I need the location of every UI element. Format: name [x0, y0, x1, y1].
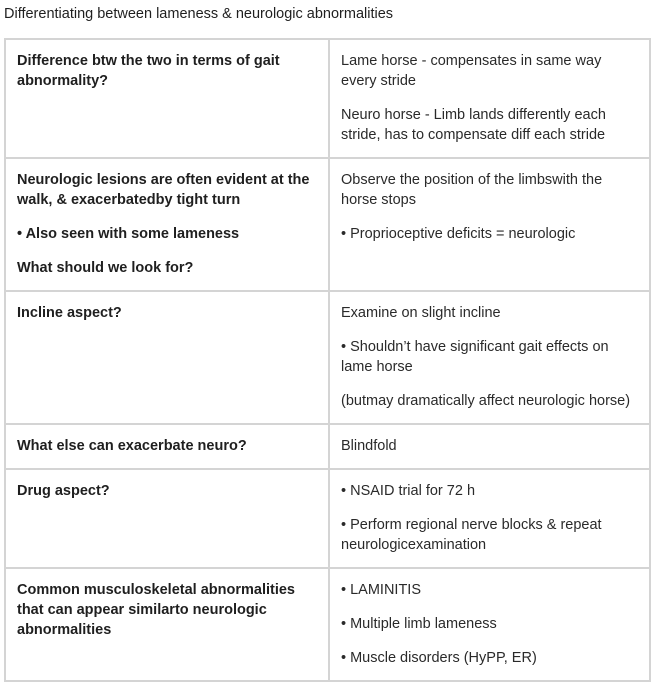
answer-cell — [329, 291, 650, 424]
question-text: Incline aspect? — [17, 305, 122, 321]
answer-text: • Perform regional nerve blocks & repeat neurologicexamination — [341, 517, 602, 553]
table-row — [5, 158, 650, 291]
question-text: What else can exacerbate neuro? — [17, 438, 247, 454]
table-row — [5, 469, 650, 568]
answer-text: • LAMINITIS — [341, 582, 422, 598]
question-cell — [5, 158, 329, 291]
answer-cell — [329, 39, 650, 158]
answer-text: Blindfold — [341, 438, 397, 454]
answer-text: • Proprioceptive deficits = neurologic — [341, 226, 576, 242]
question-cell — [5, 39, 329, 158]
answer-text: Examine on slight incline — [341, 305, 501, 321]
question-cell — [5, 469, 329, 568]
question-text: What should we look for? — [17, 260, 194, 276]
answer-text: (butmay dramatically affect neurologic horse) — [341, 393, 631, 409]
answer-text: • Multiple limb lameness — [341, 616, 497, 632]
qa-table — [4, 38, 651, 682]
answer-cell — [329, 424, 650, 469]
question-cell — [5, 568, 329, 681]
table-row — [5, 424, 650, 469]
question-text: Neurologic lesions are often evident at the walk, & exacerbatedby tight turn — [17, 172, 310, 208]
page-title: Differentiating between lameness & neurologic abnormalities — [4, 6, 394, 22]
question-text: • Also seen with some lameness — [17, 226, 240, 242]
answer-cell — [329, 568, 650, 681]
question-text: Drug aspect? — [17, 483, 110, 499]
answer-text: • NSAID trial for 72 h — [341, 483, 476, 499]
table-row — [5, 291, 650, 424]
answer-cell — [329, 469, 650, 568]
question-cell — [5, 291, 329, 424]
question-text: Common musculoskeletal abnormalities that can appear similarto neurologic abnormalities — [17, 582, 295, 638]
answer-text: Neuro horse - Limb lands differently each stride, has to compensate diff each stride — [341, 107, 606, 143]
answer-cell — [329, 158, 650, 291]
answer-text: • Muscle disorders (HyPP, ER) — [341, 650, 537, 666]
table-row — [5, 568, 650, 681]
answer-text: • Shouldn’t have significant gait effects on lame horse — [341, 339, 609, 375]
question-cell — [5, 424, 329, 469]
answer-text: Lame horse - compensates in same way every stride — [341, 53, 602, 89]
table-row — [5, 39, 650, 158]
question-text: Difference btw the two in terms of gait abnormality? — [17, 53, 280, 89]
answer-text: Observe the position of the limbswith the horse stops — [341, 172, 603, 208]
